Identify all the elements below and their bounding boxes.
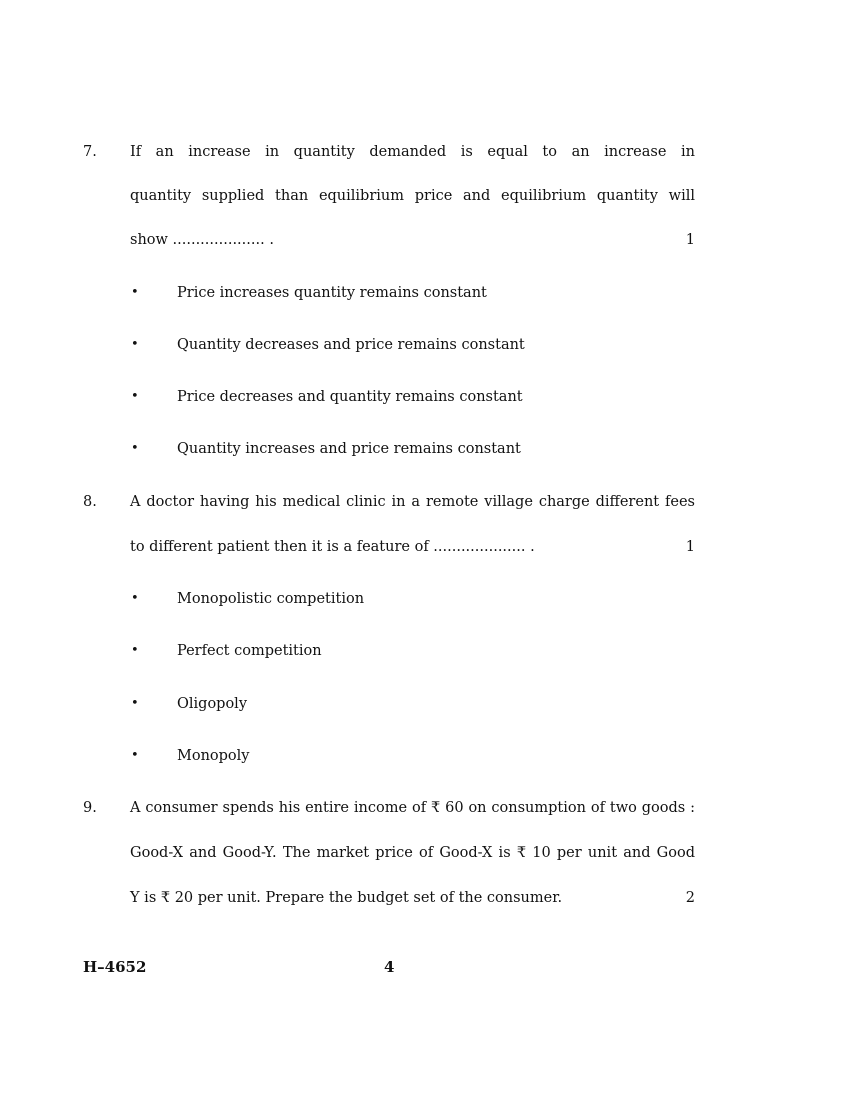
question-number: 9. bbox=[83, 800, 97, 816]
question-text-line: show .................... . bbox=[130, 232, 274, 248]
question-text-line: Good-X and Good-Y. The market price of Good-X is ₹ 10 per unit and Good bbox=[130, 845, 695, 861]
bullet-icon: • bbox=[131, 337, 139, 352]
question-number: 7. bbox=[83, 144, 97, 160]
question-number: 8. bbox=[83, 494, 97, 510]
question-text-line: If an increase in quantity demanded is equal to an increase in bbox=[130, 144, 695, 160]
question-marks: 1 bbox=[685, 539, 695, 555]
option: Price increases quantity remains constant bbox=[177, 285, 487, 301]
option: Price decreases and quantity remains constant bbox=[177, 389, 523, 405]
bullet-icon: • bbox=[131, 696, 139, 711]
question-text-line: A doctor having his medical clinic in a remote village charge different fees bbox=[130, 494, 695, 510]
question-text-line: Y is ₹ 20 per unit. Prepare the budget set of the consumer. bbox=[130, 890, 563, 906]
question-marks: 2 bbox=[685, 890, 695, 906]
option: Quantity decreases and price remains constant bbox=[177, 337, 525, 353]
paper-code: H–4652 bbox=[83, 958, 147, 976]
question-text-line: quantity supplied than equilibrium price and equilibrium quantity will bbox=[130, 188, 695, 204]
bullet-icon: • bbox=[131, 441, 139, 456]
option: Monopolistic competition bbox=[177, 591, 365, 607]
option: Perfect competition bbox=[177, 643, 322, 659]
bullet-icon: • bbox=[131, 748, 139, 763]
bullet-icon: • bbox=[131, 591, 139, 606]
question-marks: 1 bbox=[685, 232, 695, 248]
option: Monopoly bbox=[177, 748, 250, 764]
option: Oligopoly bbox=[177, 696, 248, 712]
bullet-icon: • bbox=[131, 643, 139, 658]
bullet-icon: • bbox=[131, 389, 139, 404]
page-number: 4 bbox=[384, 958, 395, 976]
option: Quantity increases and price remains constant bbox=[177, 441, 521, 457]
question-text-line: A consumer spends his entire income of ₹ 60 on consumption of two goods : bbox=[130, 800, 695, 816]
question-text-line: to different patient then it is a feature of .................... . bbox=[130, 539, 535, 555]
bullet-icon: • bbox=[131, 285, 139, 300]
